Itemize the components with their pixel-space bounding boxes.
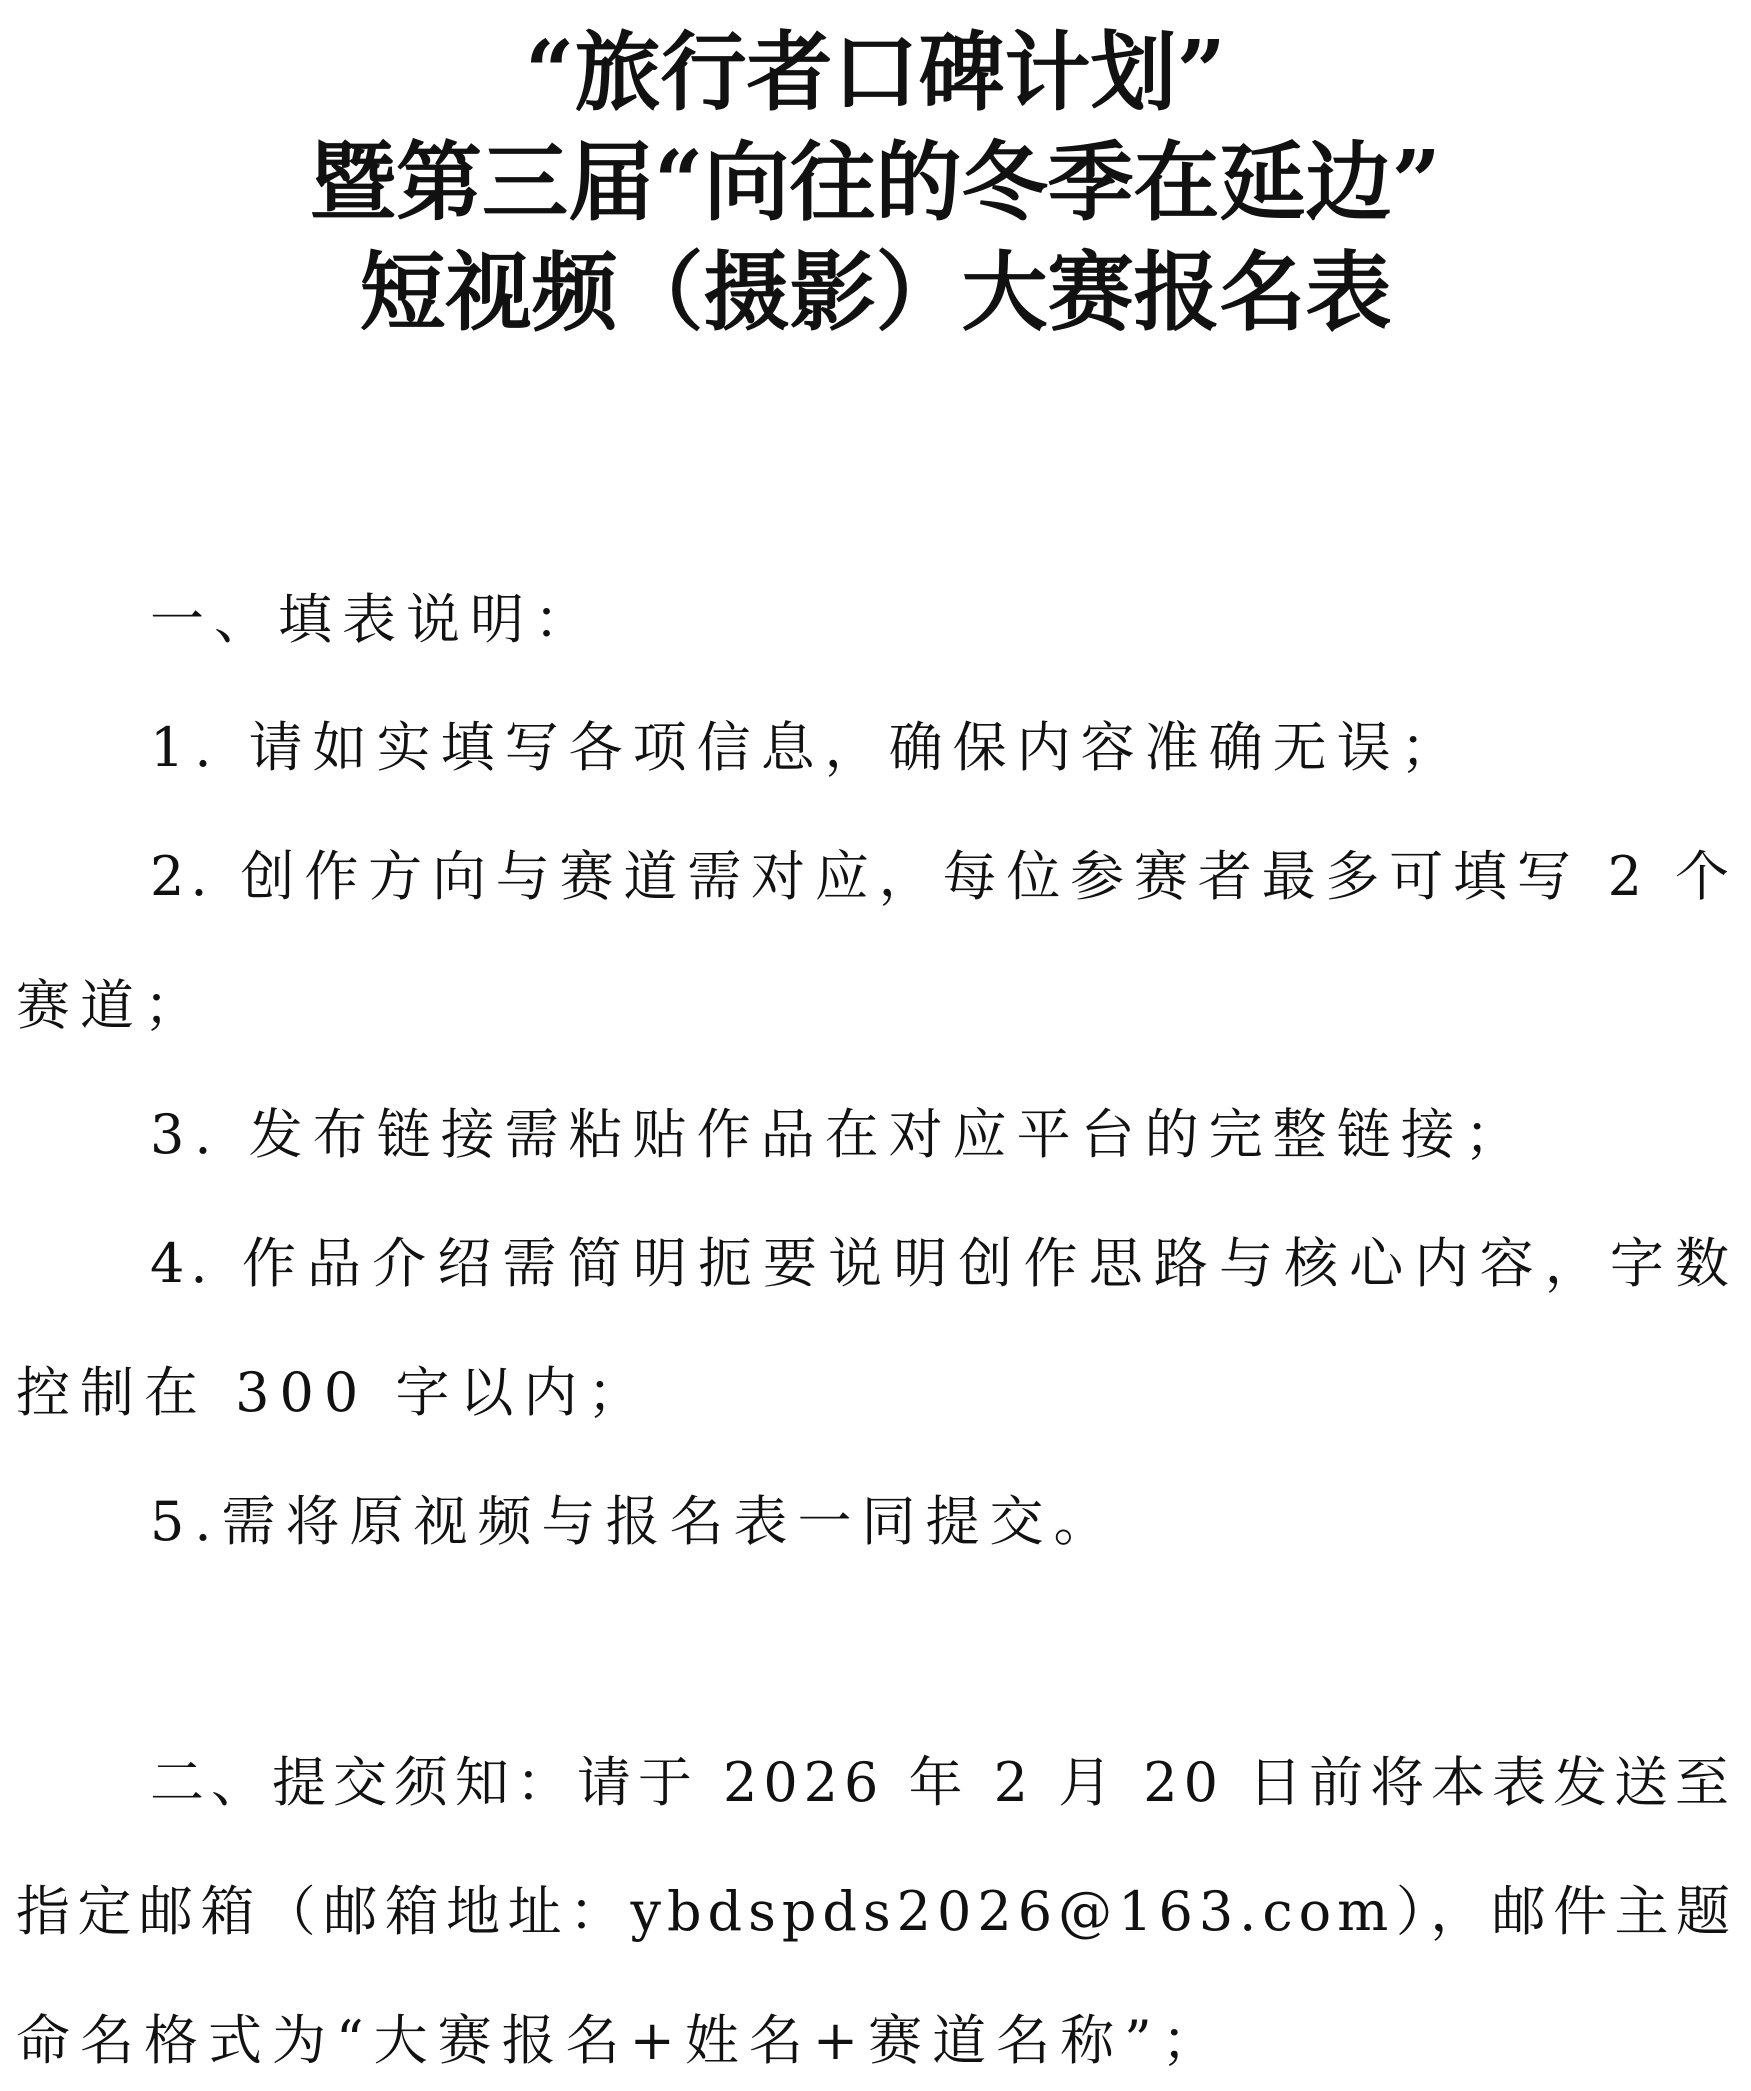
title-line-3: 短视频（摄影）大赛报名表: [359, 242, 1392, 343]
submission-notice-line-1: 二、提交须知：请于 2026 年 2 月 20 日前将本表发送至: [150, 1751, 1735, 1814]
instruction-item-2-line-1: 2. 创作方向与赛道需对应，每位参赛者最多可填写 2 个: [150, 845, 1735, 908]
title-line-2: 暨第三届“向往的冬季在延边”: [310, 132, 1441, 233]
title-line-1: “旅行者口碑计划”: [525, 22, 1226, 123]
document-title: [0, 18, 1751, 348]
instruction-item-4-line-2: 控制在 300 字以内；: [16, 1361, 652, 1424]
instruction-item-3: 3. 发布链接需粘贴作品在对应平台的完整链接；: [150, 1103, 1529, 1166]
submission-notice-line-2: 指定邮箱（邮箱地址：ybdspds2026@163.com），邮件主题: [16, 1880, 1736, 1943]
instruction-item-1: 1. 请如实填写各项信息，确保内容准确无误；: [150, 716, 1465, 779]
instruction-item-5: 5.需将原视频与报名表一同提交。: [150, 1490, 1118, 1553]
section-1-heading: 一、填表说明：: [150, 588, 598, 651]
instruction-item-2-line-2: 赛道；: [16, 974, 208, 1037]
instruction-item-4-line-1: 4. 作品介绍需简明扼要说明创作思路与核心内容，字数: [150, 1232, 1735, 1295]
submission-notice-line-3: 命名格式为“大赛报名+姓名+赛道名称”；: [16, 2009, 1226, 2072]
